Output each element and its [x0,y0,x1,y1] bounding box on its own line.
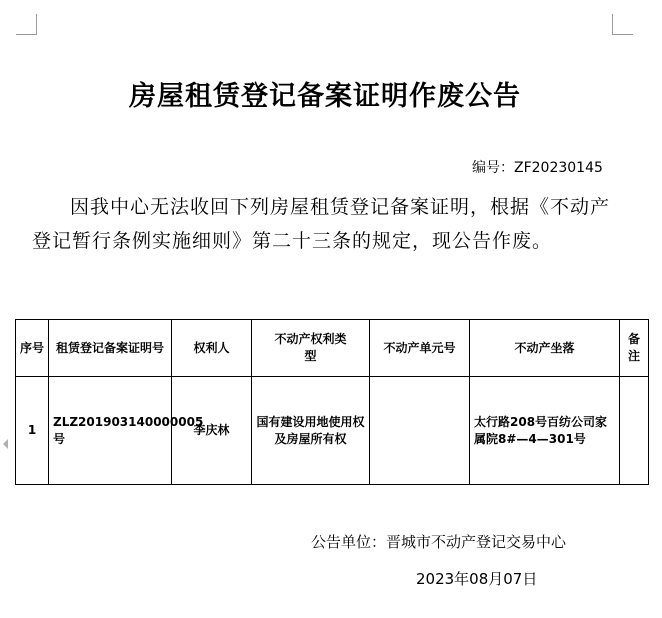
header-cert-no: 租赁登记备案证明号 [49,320,172,377]
cell-right-type: 国有建设用地使用权及房屋所有权 [252,377,370,485]
cell-seq: 1 [16,377,49,485]
issuer: 公告单位：晋城市不动产登记交易中心 [311,533,567,551]
cell-cert-no: ZLZ201903140000005号 [49,377,172,485]
table-row [16,377,649,485]
header-remark: 备注 [620,320,649,377]
cell-holder: 李庆林 [172,377,252,485]
header-unit-no: 不动产单元号 [370,320,470,377]
document-number: 编号：ZF20230145 [472,160,603,176]
header-location: 不动产坐落 [470,320,620,377]
notice-table [15,319,649,485]
issue-date: 2023年08月07日 [416,570,538,588]
header-holder: 权利人 [172,320,252,377]
cell-unit-no [370,377,470,485]
notice-body: 因我中心无法收回下列房屋租赁登记备案证明，根据《不动产登记暂行条例实施细则》第二十三条的规定，现公告作废。 [32,196,611,252]
header-seq: 序号 [16,320,49,377]
left-arrow-icon [3,439,8,449]
crop-mark-top-right [612,14,633,35]
cell-location: 太行路208号百纺公司家属院8#—4—301号 [470,377,620,485]
crop-mark-top-left [16,14,37,35]
cell-remark [620,377,649,485]
table-header-row [16,320,649,377]
header-right-type: 不动产权利类型 [252,320,370,377]
page-title: 房屋租赁登记备案证明作废公告 [129,81,521,112]
